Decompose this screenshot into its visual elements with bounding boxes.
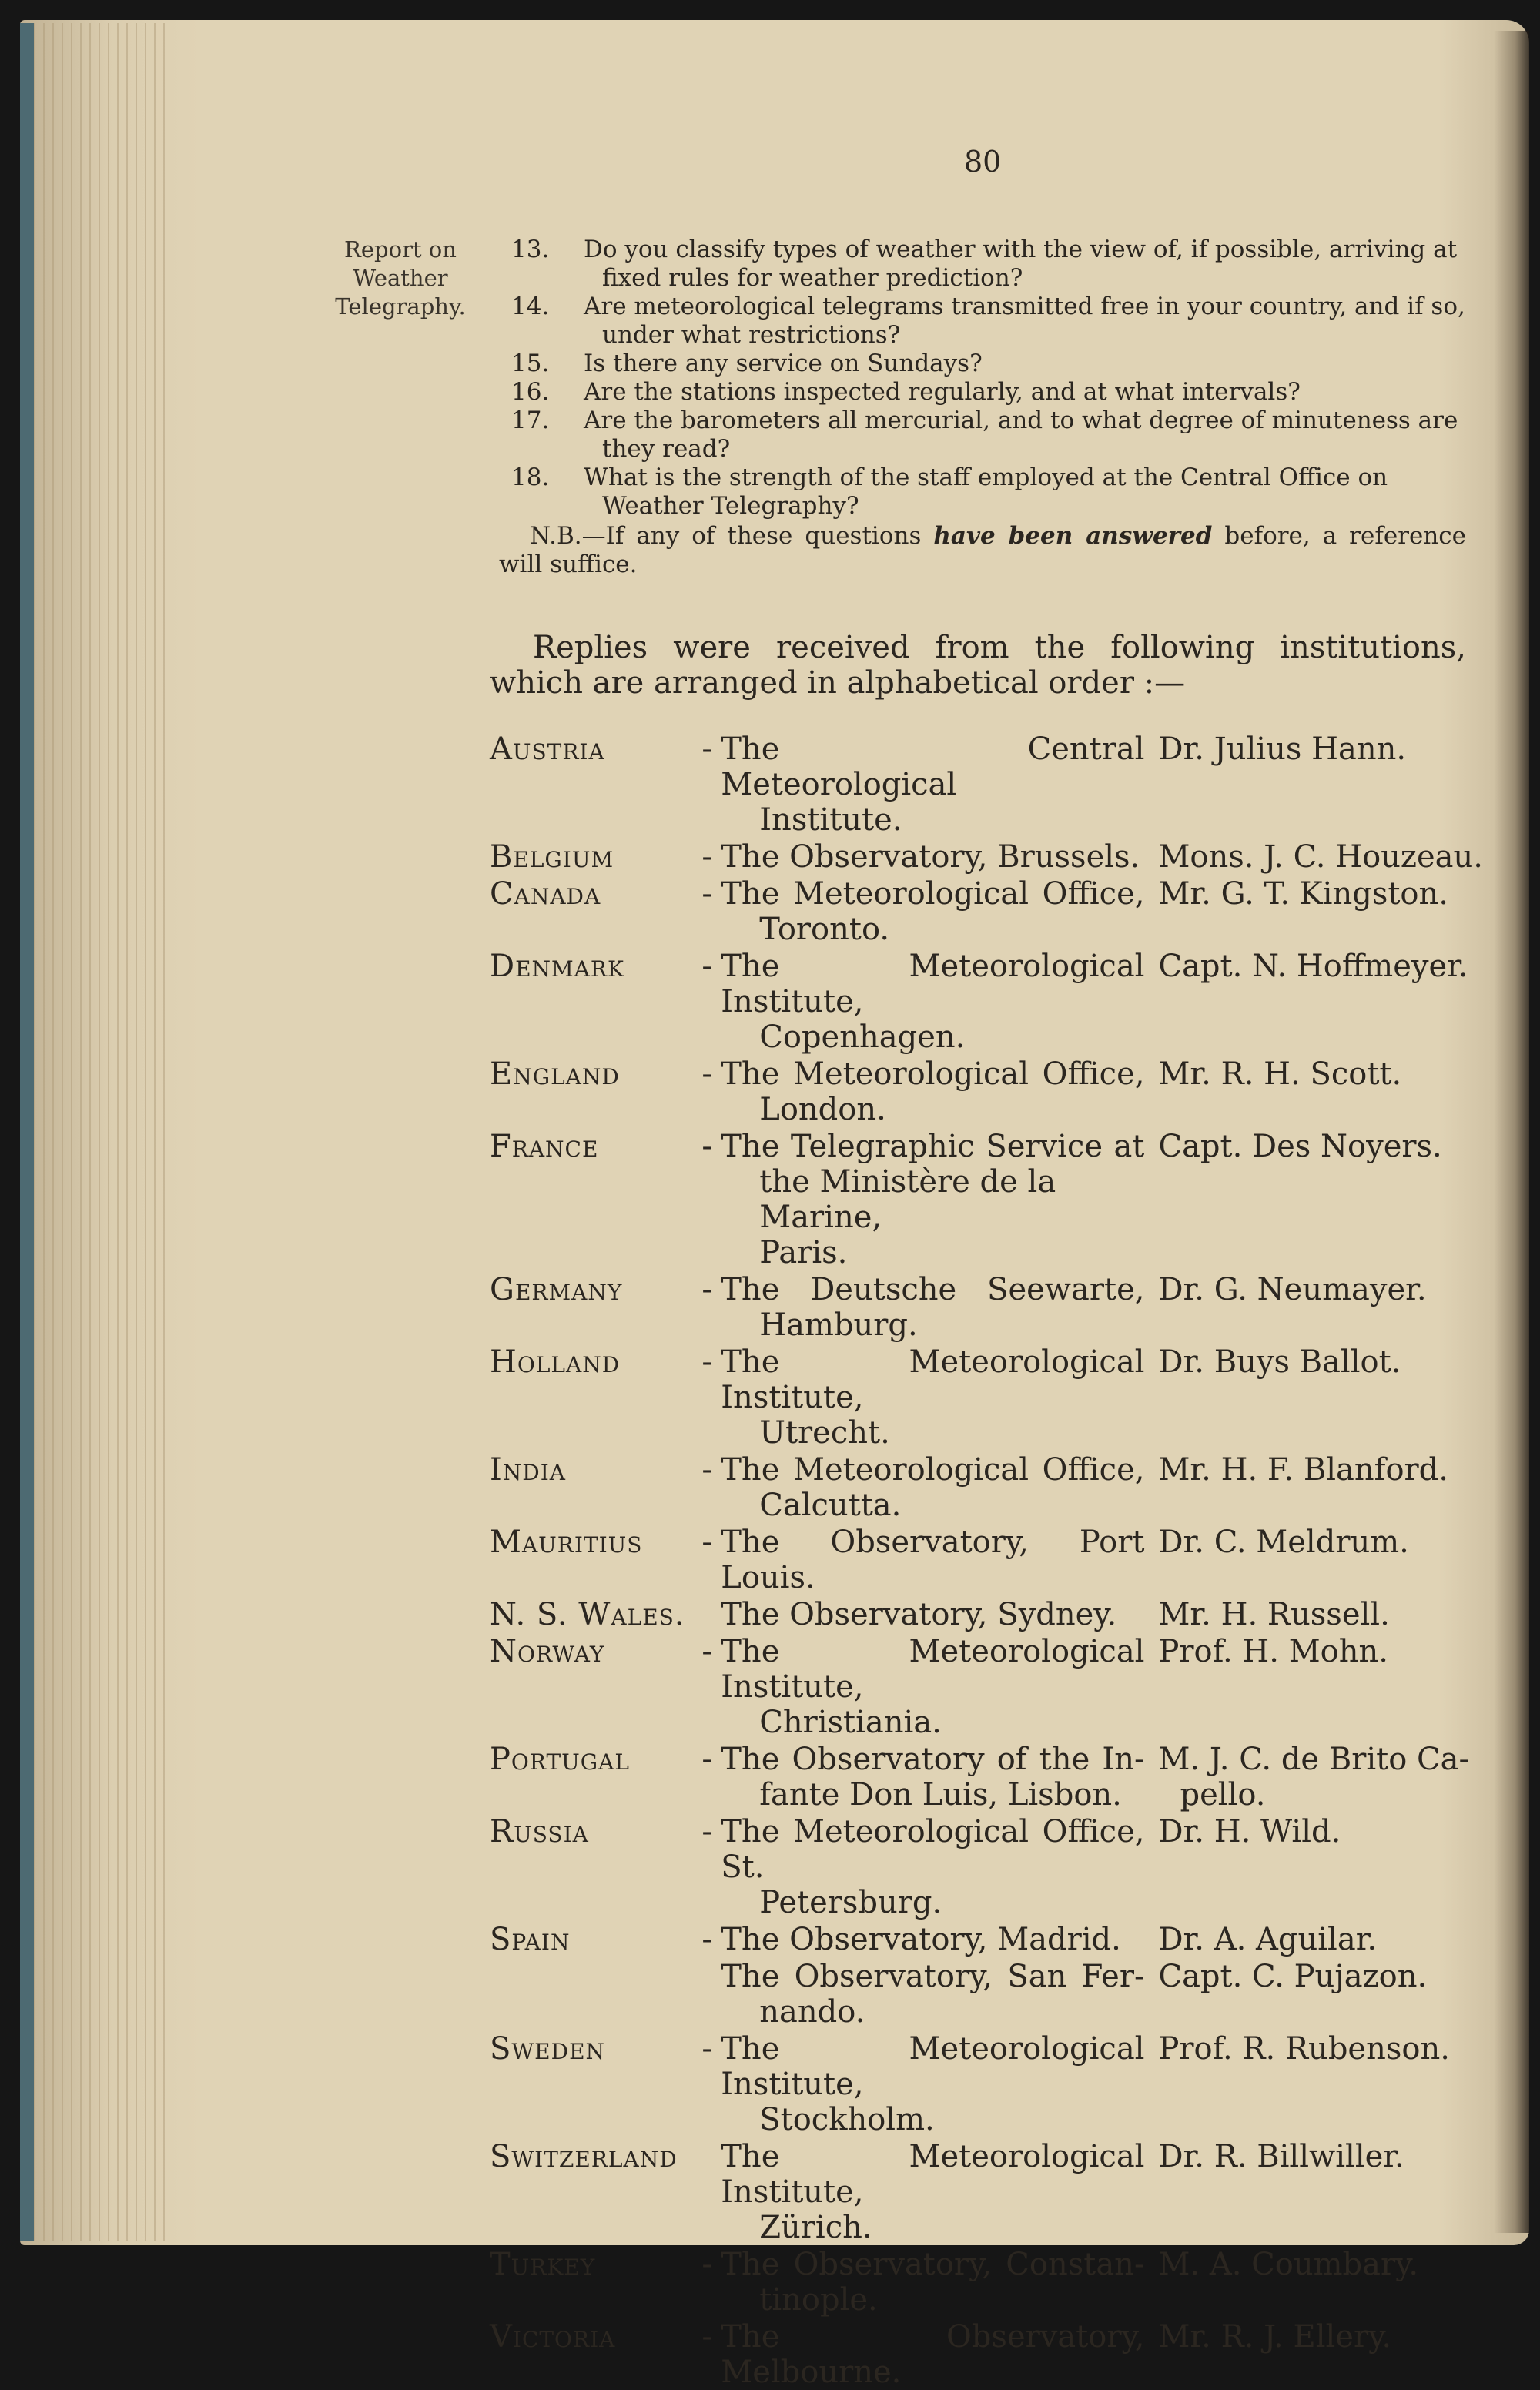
person-line: Capt. Des Noyers.: [1158, 1129, 1442, 1164]
question-line: Are meteorological telegrams transmitted free in your country, and if so,: [584, 293, 1465, 320]
institution-line: The Central Meteorological: [721, 731, 1145, 802]
reply-dash: [696, 1957, 718, 2030]
question-number: 18.: [511, 464, 550, 491]
question-line: Do you classify types of weather with the view of, if possible, arriving at: [584, 236, 1458, 263]
question-text: [584, 350, 1466, 378]
reply-country: France: [490, 1129, 599, 1164]
reply-institution: [718, 1920, 1144, 1957]
person-line: Prof. H. Mohn.: [1158, 1634, 1388, 1669]
reply-dash: -: [701, 1272, 712, 1307]
reply-institution: [718, 1451, 1144, 1523]
reply-institution: [718, 1595, 1144, 1632]
reply-country: Canada: [490, 876, 601, 912]
reply-person: [1144, 1451, 1483, 1523]
institution-line: Hamburg.: [759, 1307, 918, 1343]
institution-line: tinople.: [759, 2282, 878, 2318]
person-line: Mr. R. J. Ellery.: [1158, 2319, 1392, 2355]
question-text: [584, 378, 1466, 407]
institution-line: fante Don Luis, Lisbon.: [759, 1777, 1122, 1813]
question-number: 15.: [511, 350, 550, 377]
margin-note-line: Report on: [344, 236, 457, 263]
reply-country: [490, 1957, 696, 2030]
reply-person: [1144, 2245, 1483, 2318]
reply-row: [490, 947, 1483, 1055]
replies-intro: Replies were received from the following institutions, which are arranged in alphabetical order :—: [490, 630, 1466, 701]
reply-row: [490, 875, 1483, 947]
institution-line: Copenhagen.: [759, 1019, 966, 1055]
reply-dash: -: [701, 1814, 712, 1849]
reply-person: [1144, 838, 1483, 875]
question-text: [584, 236, 1466, 293]
reply-country: Denmark: [490, 949, 624, 984]
reply-institution: [718, 2030, 1144, 2137]
reply-dash: -: [701, 1742, 712, 1777]
question-line: Are the stations inspected regularly, and at what intervals?: [584, 378, 1301, 406]
institution-line: The Observatory, Brussels.: [721, 839, 1140, 875]
reply-country: Turkey: [490, 2247, 596, 2282]
reply-person: [1144, 1813, 1483, 1920]
question-text: [584, 293, 1466, 350]
reply-dash: -: [701, 1525, 712, 1560]
reply-dash: -: [701, 731, 712, 767]
reply-person: [1144, 1740, 1483, 1813]
reply-row: [490, 2245, 1483, 2318]
reply-row: [490, 1055, 1483, 1127]
reply-institution: [718, 838, 1144, 875]
institution-line: The Observatory, San Fer-: [721, 1959, 1145, 1994]
institution-line: Calcutta.: [759, 1488, 902, 1523]
reply-institution: [718, 947, 1144, 1055]
reply-institution: [718, 1343, 1144, 1451]
institution-line: Paris.: [759, 1235, 848, 1270]
question-number: 13.: [511, 236, 550, 263]
reply-country: Spain: [490, 1922, 571, 1957]
person-line: Mr. H. F. Blanford.: [1158, 1452, 1448, 1488]
book-spine-shadow: [1494, 31, 1529, 2233]
person-line: M. A. Coumbary.: [1158, 2247, 1419, 2282]
reply-person: [1144, 947, 1483, 1055]
question-line: What is the strength of the staff employed at the Central Office on: [584, 464, 1388, 491]
question-text: [584, 464, 1466, 521]
reply-country: India: [490, 1452, 567, 1488]
institution-line: nando.: [759, 1994, 865, 2030]
reply-institution: [718, 1957, 1144, 2030]
reply-institution: [718, 875, 1144, 947]
reply-person: [1144, 1343, 1483, 1451]
reply-row: [490, 1920, 1483, 1957]
institution-line: The Deutsche Seewarte,: [721, 1272, 1145, 1307]
person-line: Mr. H. Russell.: [1158, 1597, 1390, 1632]
institution-line: Stockholm.: [759, 2102, 935, 2137]
reply-row: [490, 730, 1483, 838]
institution-line: The Observatory, Melbourne.: [721, 2319, 1145, 2390]
reply-dash: -: [701, 1634, 712, 1669]
person-line: Dr. A. Aguilar.: [1158, 1922, 1378, 1957]
reply-row: [490, 1595, 1483, 1632]
institution-line: The Meteorological Office,: [721, 876, 1145, 912]
question-line: Is there any service on Sundays?: [584, 350, 983, 377]
reply-row: [490, 2137, 1483, 2245]
reply-person: [1144, 1957, 1483, 2030]
person-line: Mons. J. C. Houzeau.: [1158, 839, 1483, 875]
institution-line: The Meteorological Institute,: [721, 949, 1145, 1019]
reply-row: [490, 1740, 1483, 1813]
reply-row: [490, 2318, 1483, 2390]
nb-emphasis: have been answered: [933, 522, 1213, 550]
person-line: Dr. R. Billwiller.: [1158, 2139, 1404, 2174]
reply-dash: -: [701, 1344, 712, 1380]
reply-dash: -: [701, 2247, 712, 2282]
reply-country: Germany: [490, 1272, 623, 1307]
reply-dash: -: [701, 1452, 712, 1488]
institution-line: Christiania.: [759, 1705, 942, 1740]
reply-person: [1144, 875, 1483, 947]
book-cover-edge: [20, 23, 34, 2241]
institution-line: The Meteorological Institute,: [721, 1634, 1145, 1705]
reply-institution: [718, 1055, 1144, 1127]
person-line: Prof. R. Rubenson.: [1158, 2031, 1450, 2067]
reply-row: [490, 1813, 1483, 1920]
person-line: Dr. H. Wild.: [1158, 1814, 1341, 1849]
institution-line: the Ministère de la Marine,: [759, 1164, 1056, 1235]
nb-text: before, a reference will suffice.: [499, 522, 1467, 578]
page-number: 80: [964, 145, 1002, 179]
reply-person: [1144, 1055, 1483, 1127]
reply-dash: -: [701, 1056, 712, 1092]
reply-country: Mauritius: [490, 1525, 643, 1560]
institution-line: Utrecht.: [759, 1415, 890, 1451]
institution-line: The Meteorological Institute,: [721, 2031, 1145, 2102]
reply-dash: [696, 2137, 718, 2245]
reply-row: [490, 1343, 1483, 1451]
reply-row: [490, 1270, 1483, 1343]
reply-dash: [696, 1595, 718, 1632]
reply-country: Sweden: [490, 2031, 606, 2067]
question-line: Weather Telegraphy?: [602, 492, 859, 520]
institution-line: The Meteorological Office,: [721, 1056, 1145, 1092]
person-line: Dr. G. Neumayer.: [1158, 1272, 1427, 1307]
person-line: M. J. C. de Brito Ca-: [1158, 1742, 1469, 1777]
reply-dash: -: [701, 2031, 712, 2067]
reply-person: [1144, 2030, 1483, 2137]
margin-note-line: Weather: [353, 265, 448, 291]
person-line: Dr. Buys Ballot.: [1158, 1344, 1401, 1380]
question-item: [499, 350, 1466, 378]
reply-person: [1144, 1270, 1483, 1343]
reply-person: [1144, 1632, 1483, 1740]
person-line: Mr. R. H. Scott.: [1158, 1056, 1402, 1092]
reply-row: [490, 1957, 1483, 2030]
question-number: 16.: [511, 378, 550, 406]
reply-country: Russia: [490, 1814, 589, 1849]
reply-dash: -: [701, 2319, 712, 2355]
questions-list: [499, 236, 1466, 579]
reply-person: [1144, 2318, 1483, 2390]
question-number: 14.: [511, 293, 550, 320]
institution-line: The Meteorological Office, St.: [721, 1814, 1145, 1885]
person-line: Capt. C. Pujazon.: [1158, 1959, 1428, 1994]
reply-country: Victoria: [490, 2319, 616, 2355]
person-line: pello.: [1180, 1777, 1266, 1813]
reply-country: Belgium: [490, 839, 614, 875]
reply-institution: [718, 2245, 1144, 2318]
reply-dash: -: [701, 1129, 712, 1164]
reply-dash: -: [701, 839, 712, 875]
reply-row: [490, 1451, 1483, 1523]
reply-country: Austria: [490, 731, 605, 767]
margin-note: [323, 236, 477, 321]
reply-institution: [718, 2137, 1144, 2245]
question-item: [499, 378, 1466, 407]
question-item: [499, 293, 1466, 350]
reply-institution: [718, 1740, 1144, 1813]
institution-line: The Observatory, Madrid.: [721, 1922, 1121, 1957]
reply-institution: [718, 730, 1144, 838]
question-item: [499, 407, 1466, 464]
reply-row: [490, 838, 1483, 875]
reply-dash: -: [701, 1922, 712, 1957]
question-item: [499, 236, 1466, 293]
reply-country: Norway: [490, 1634, 605, 1669]
reply-row: [490, 1632, 1483, 1740]
reply-institution: [718, 2318, 1144, 2390]
institution-line: The Observatory, Constan-: [721, 2247, 1145, 2282]
institution-line: Zürich.: [759, 2210, 872, 2245]
reply-person: [1144, 1127, 1483, 1270]
nota-bene: [499, 522, 1466, 579]
institution-line: London.: [759, 1092, 886, 1127]
reply-institution: [718, 1632, 1144, 1740]
institution-line: The Telegraphic Service at: [721, 1129, 1145, 1164]
margin-note-line: Telegraphy.: [335, 293, 466, 320]
institution-line: The Observatory, Port Louis.: [721, 1525, 1145, 1595]
person-line: Dr. Julius Hann.: [1158, 731, 1407, 767]
reply-row: [490, 1523, 1483, 1595]
reply-dash: -: [701, 949, 712, 984]
reply-country: N. S. Wales.: [490, 1597, 685, 1632]
question-text: [584, 407, 1466, 464]
reply-row: [490, 2030, 1483, 2137]
reply-person: [1144, 730, 1483, 838]
question-line: Are the barometers all mercurial, and to what degree of minuteness are: [584, 407, 1458, 434]
person-line: Capt. N. Hoffmeyer.: [1158, 949, 1468, 984]
question-line: fixed rules for weather prediction?: [602, 264, 1023, 292]
reply-dash: -: [701, 876, 712, 912]
page-leaves-edge: [34, 23, 172, 2241]
institution-line: The Observatory of the In-: [721, 1742, 1145, 1777]
nb-text: N.B.—If any of these questions: [530, 522, 934, 550]
reply-institution: [718, 1270, 1144, 1343]
question-line: under what restrictions?: [602, 321, 901, 349]
institution-line: The Meteorological Office,: [721, 1452, 1145, 1488]
reply-institution: [718, 1127, 1144, 1270]
reply-institution: [718, 1813, 1144, 1920]
institution-line: Petersburg.: [759, 1885, 942, 1920]
question-line: they read?: [602, 435, 731, 463]
question-item: [499, 464, 1466, 521]
institution-line: Institute.: [759, 802, 902, 838]
reply-person: [1144, 1523, 1483, 1595]
reply-row: [490, 1127, 1483, 1270]
person-line: Dr. C. Meldrum.: [1158, 1525, 1409, 1560]
reply-person: [1144, 1920, 1483, 1957]
reply-country: England: [490, 1056, 620, 1092]
person-line: Mr. G. T. Kingston.: [1158, 876, 1448, 912]
reply-person: [1144, 2137, 1483, 2245]
question-number: 17.: [511, 407, 550, 434]
institution-line: The Observatory, Sydney.: [721, 1597, 1117, 1632]
institution-line: Toronto.: [759, 912, 890, 947]
institution-line: The Meteorological Institute,: [721, 1344, 1145, 1415]
reply-country: Portugal: [490, 1742, 630, 1777]
reply-country: Holland: [490, 1344, 621, 1380]
reply-person: [1144, 1595, 1483, 1632]
reply-institution: [718, 1523, 1144, 1595]
reply-country: Switzerland: [490, 2139, 678, 2174]
replies-table: [490, 730, 1483, 2390]
institution-line: The Meteorological Institute,: [721, 2139, 1145, 2210]
